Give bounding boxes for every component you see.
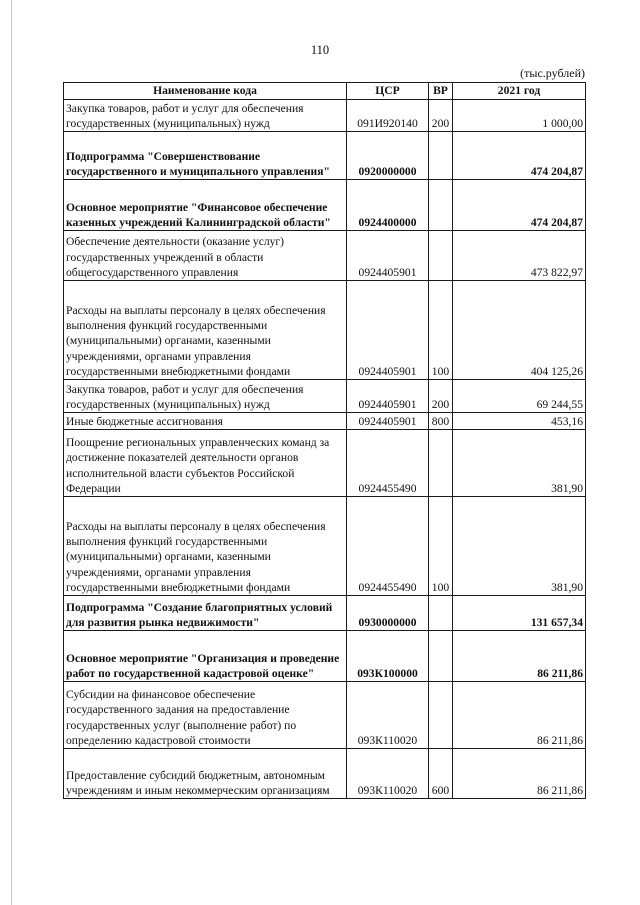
table-body bbox=[64, 100, 586, 799]
row-csr: 0924400000 bbox=[347, 180, 429, 231]
row-amount: 69 244,55 bbox=[453, 380, 586, 413]
row-amount: 381,90 bbox=[453, 497, 586, 596]
row-vr: 100 bbox=[429, 281, 453, 380]
row-name: Предоставление субсидий бюджетным, автономным учреждениям и иным некоммерческим организациям bbox=[64, 749, 347, 799]
row-name: Расходы на выплаты персоналу в целях обеспечения выполнения функций государственными (муниципальными) органами, казенными учреждениями, органами управления государственными внебюджетными фондами bbox=[64, 497, 347, 596]
row-csr: 0930000000 bbox=[347, 596, 429, 631]
row-vr: 800 bbox=[429, 413, 453, 430]
row-csr: 0920000000 bbox=[347, 132, 429, 180]
row-amount: 381,90 bbox=[453, 430, 586, 497]
table-row bbox=[64, 380, 586, 413]
table-row bbox=[64, 430, 586, 497]
row-name: Подпрограмма "Совершенствование государственного и муниципального управления" bbox=[64, 132, 347, 180]
row-name: Основное мероприятие "Организация и проведение работ по государственной кадастровой оценке" bbox=[64, 631, 347, 682]
scan-edge-line bbox=[11, 0, 12, 905]
row-amount: 86 211,86 bbox=[453, 682, 586, 749]
row-csr: 0924455490 bbox=[347, 430, 429, 497]
row-amount: 473 822,97 bbox=[453, 231, 586, 281]
table-row bbox=[64, 749, 586, 799]
budget-table bbox=[63, 82, 586, 799]
header-csr: ЦСР bbox=[347, 83, 429, 100]
row-csr: 0924405901 bbox=[347, 231, 429, 281]
row-name: Основное мероприятие "Финансовое обеспечение казенных учреждений Калининградской области" bbox=[64, 180, 347, 231]
page-number: 110 bbox=[310, 43, 330, 57]
row-csr: 091И920140 bbox=[347, 100, 429, 132]
row-csr: 093К110020 bbox=[347, 749, 429, 799]
table-row bbox=[64, 132, 586, 180]
table-row bbox=[64, 180, 586, 231]
header-name: Наименование кода bbox=[64, 83, 347, 100]
row-name: Подпрограмма "Создание благоприятных условий для развития рынка недвижимости" bbox=[64, 596, 347, 631]
header-vr: ВР bbox=[429, 83, 453, 100]
row-amount: 474 204,87 bbox=[453, 132, 586, 180]
table-row bbox=[64, 100, 586, 132]
row-amount: 474 204,87 bbox=[453, 180, 586, 231]
units-label: (тыс.рублей) bbox=[520, 66, 585, 80]
table-row bbox=[64, 231, 586, 281]
row-vr: 100 bbox=[429, 497, 453, 596]
row-name: Субсидии на финансовое обеспечение государственного задания на предоставление государственных услуг (выполнение работ) по определению кадастровой стоимости bbox=[64, 682, 347, 749]
row-name: Иные бюджетные ассигнования bbox=[64, 413, 347, 430]
table-row bbox=[64, 413, 586, 430]
table-row bbox=[64, 631, 586, 682]
row-amount: 131 657,34 bbox=[453, 596, 586, 631]
row-name: Расходы на выплаты персоналу в целях обеспечения выполнения функций государственными (муниципальными) органами, казенными учреждениями, органами управления государственными внебюджетными фондами bbox=[64, 281, 347, 380]
row-csr: 0924405901 bbox=[347, 380, 429, 413]
row-vr bbox=[429, 132, 453, 180]
table-header-row bbox=[64, 83, 586, 100]
row-vr bbox=[429, 682, 453, 749]
row-vr: 200 bbox=[429, 380, 453, 413]
row-vr bbox=[429, 596, 453, 631]
header-year: 2021 год bbox=[453, 83, 586, 100]
row-csr: 0924405901 bbox=[347, 413, 429, 430]
table-row bbox=[64, 497, 586, 596]
row-csr: 0924405901 bbox=[347, 281, 429, 380]
row-amount: 1 000,00 bbox=[453, 100, 586, 132]
row-amount: 86 211,86 bbox=[453, 749, 586, 799]
row-vr: 200 bbox=[429, 100, 453, 132]
row-vr bbox=[429, 430, 453, 497]
row-csr: 093К110020 bbox=[347, 682, 429, 749]
row-amount: 453,16 bbox=[453, 413, 586, 430]
row-csr: 0924455490 bbox=[347, 497, 429, 596]
row-vr bbox=[429, 231, 453, 281]
row-name: Поощрение региональных управленческих команд за достижение показателей деятельности органов исполнительной власти субъектов Российской Федерации bbox=[64, 430, 347, 497]
table-row bbox=[64, 682, 586, 749]
row-vr bbox=[429, 180, 453, 231]
table-row bbox=[64, 596, 586, 631]
row-amount: 86 211,86 bbox=[453, 631, 586, 682]
row-name: Закупка товаров, работ и услуг для обеспечения государственных (муниципальных) нужд bbox=[64, 380, 347, 413]
row-vr bbox=[429, 631, 453, 682]
table-row bbox=[64, 281, 586, 380]
row-name: Обеспечение деятельности (оказание услуг) государственных учреждений в области общегосударственного управления bbox=[64, 231, 347, 281]
row-csr: 093К100000 bbox=[347, 631, 429, 682]
row-name: Закупка товаров, работ и услуг для обеспечения государственных (муниципальных) нужд bbox=[64, 100, 347, 132]
row-vr: 600 bbox=[429, 749, 453, 799]
row-amount: 404 125,26 bbox=[453, 281, 586, 380]
